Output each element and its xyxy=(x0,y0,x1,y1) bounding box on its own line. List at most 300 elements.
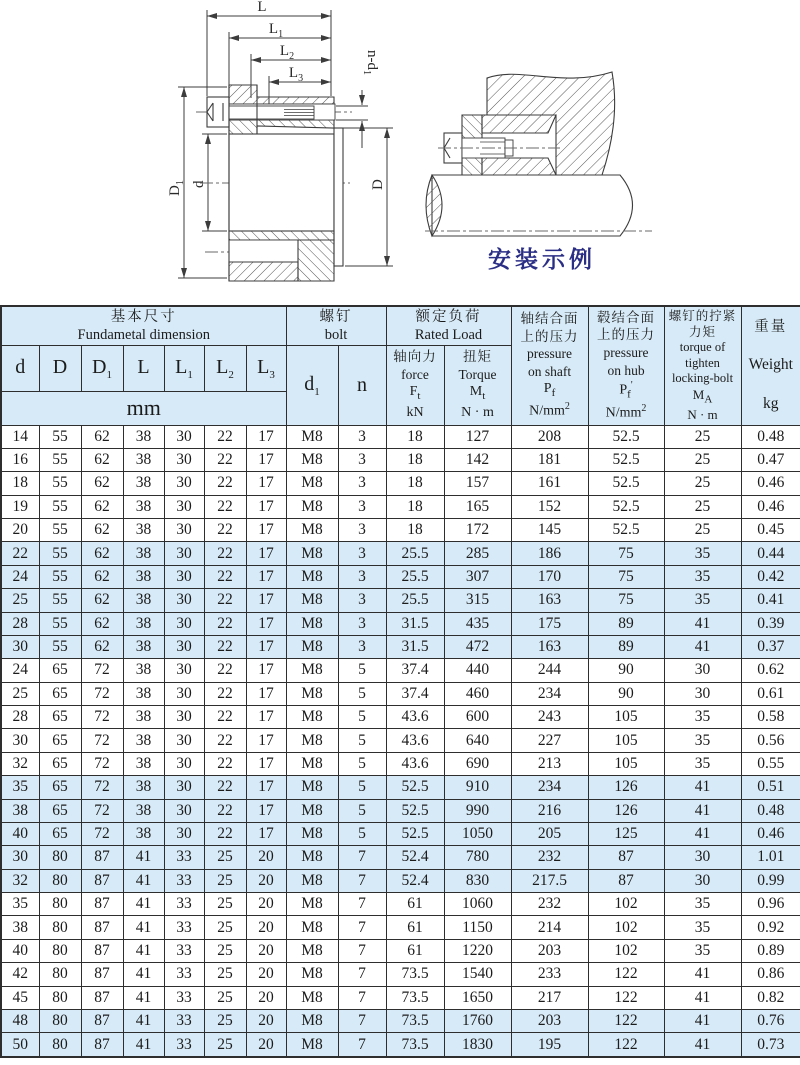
cell: M8 xyxy=(286,542,338,565)
cell: 30 xyxy=(164,495,204,518)
cell: 25.5 xyxy=(386,542,444,565)
cell: 33 xyxy=(164,846,204,869)
cell: 62 xyxy=(81,519,123,542)
cell: 600 xyxy=(444,706,511,729)
cell: 22 xyxy=(204,495,246,518)
cell: M8 xyxy=(286,1009,338,1032)
cell: 1050 xyxy=(444,822,511,845)
dim-label-L3: $L_3$ xyxy=(288,65,304,84)
cell: 33 xyxy=(164,1009,204,1032)
cell: 30 xyxy=(164,776,204,799)
cell: 72 xyxy=(81,682,123,705)
cell: 0.86 xyxy=(741,963,800,986)
col-D: D xyxy=(39,345,81,391)
cell: 41 xyxy=(664,776,741,799)
table-row xyxy=(1,706,800,729)
cell: 18 xyxy=(1,472,39,495)
cell: 52.5 xyxy=(588,425,664,448)
cell: 22 xyxy=(204,752,246,775)
cell: 41 xyxy=(123,869,164,892)
cell: 0.46 xyxy=(741,495,800,518)
cell: 25 xyxy=(204,893,246,916)
cell: 65 xyxy=(39,729,81,752)
cell: 7 xyxy=(338,939,386,962)
cell: 472 xyxy=(444,635,511,658)
cell: 0.47 xyxy=(741,448,800,471)
cell: 35 xyxy=(664,893,741,916)
cell: 62 xyxy=(81,612,123,635)
cell: 25 xyxy=(1,682,39,705)
cell: 20 xyxy=(1,519,39,542)
cell: 41 xyxy=(664,822,741,845)
cell: 122 xyxy=(588,986,664,1009)
cell: 1.01 xyxy=(741,846,800,869)
cell: 0.44 xyxy=(741,542,800,565)
table-row xyxy=(1,448,800,471)
cell: 30 xyxy=(164,565,204,588)
cell: 0.39 xyxy=(741,612,800,635)
table-row xyxy=(1,659,800,682)
table-row xyxy=(1,565,800,588)
cell: 31.5 xyxy=(386,612,444,635)
col-L2: $L_2$ xyxy=(204,345,246,391)
table-row xyxy=(1,472,800,495)
cell: 41 xyxy=(123,986,164,1009)
cell: 65 xyxy=(39,659,81,682)
cell: 25 xyxy=(204,869,246,892)
cell: 16 xyxy=(1,448,39,471)
cell: 1150 xyxy=(444,916,511,939)
cell: 35 xyxy=(664,752,741,775)
cell: 80 xyxy=(39,869,81,892)
cell: M8 xyxy=(286,472,338,495)
cell: 75 xyxy=(588,542,664,565)
cell: M8 xyxy=(286,729,338,752)
cell: 17 xyxy=(246,635,286,658)
cell: 55 xyxy=(39,635,81,658)
cell: 3 xyxy=(338,542,386,565)
cell: M8 xyxy=(286,963,338,986)
cell: 38 xyxy=(123,425,164,448)
table-row xyxy=(1,542,800,565)
cell: 127 xyxy=(444,425,511,448)
cell: 20 xyxy=(246,916,286,939)
cell: 80 xyxy=(39,916,81,939)
cell: 38 xyxy=(123,706,164,729)
cell: 5 xyxy=(338,752,386,775)
cell: 35 xyxy=(664,565,741,588)
cell: 25 xyxy=(204,963,246,986)
cell: 0.48 xyxy=(741,799,800,822)
cell: 126 xyxy=(588,799,664,822)
cell: 5 xyxy=(338,706,386,729)
cell: 460 xyxy=(444,682,511,705)
cell: 3 xyxy=(338,635,386,658)
cell: 35 xyxy=(664,729,741,752)
col-L: L xyxy=(123,345,164,391)
cell: M8 xyxy=(286,495,338,518)
cell: 0.89 xyxy=(741,939,800,962)
cell: 3 xyxy=(338,448,386,471)
cell: 7 xyxy=(338,916,386,939)
installation-caption: 安装示例 xyxy=(488,247,596,272)
cell: 80 xyxy=(39,939,81,962)
header-weight: 重量 Weight kg xyxy=(741,306,800,425)
dim-label-d: d xyxy=(191,180,207,188)
cell: 33 xyxy=(164,893,204,916)
cell: 30 xyxy=(1,846,39,869)
header-pressure-hub: 毂结合面 上的压力 pressure on hub $P_f'$ $N/mm^2$ xyxy=(588,306,664,425)
cell: 30 xyxy=(164,589,204,612)
cell: M8 xyxy=(286,565,338,588)
cell: 30 xyxy=(164,448,204,471)
cell: 203 xyxy=(511,939,588,962)
cell: 175 xyxy=(511,612,588,635)
cell: 50 xyxy=(1,1033,39,1057)
cell: 5 xyxy=(338,776,386,799)
cell: 33 xyxy=(164,963,204,986)
table-row xyxy=(1,963,800,986)
cell: 0.41 xyxy=(741,589,800,612)
cell: 25 xyxy=(204,986,246,1009)
cell: 80 xyxy=(39,1009,81,1032)
cell: 18 xyxy=(386,495,444,518)
cell: 234 xyxy=(511,776,588,799)
cell: 17 xyxy=(246,565,286,588)
cell: 161 xyxy=(511,472,588,495)
cell: 0.96 xyxy=(741,893,800,916)
cell: 38 xyxy=(123,495,164,518)
cell: 65 xyxy=(39,822,81,845)
cell: 72 xyxy=(81,822,123,845)
cell: 17 xyxy=(246,706,286,729)
cell: 7 xyxy=(338,963,386,986)
table-row xyxy=(1,869,800,892)
cell: 41 xyxy=(664,1033,741,1057)
cell: 28 xyxy=(1,706,39,729)
cell: 22 xyxy=(204,729,246,752)
cell: 30 xyxy=(164,682,204,705)
header-row-groups xyxy=(1,306,800,345)
cell: 35 xyxy=(664,589,741,612)
cell: 22 xyxy=(204,635,246,658)
cell: 52.5 xyxy=(588,472,664,495)
header-pressure-shaft: 轴结合面 上的压力 pressure on shaft $P_f$ $N/mm^2$ xyxy=(511,306,588,425)
cell: 285 xyxy=(444,542,511,565)
cell: 20 xyxy=(246,893,286,916)
cell: 32 xyxy=(1,752,39,775)
cell: 25 xyxy=(204,846,246,869)
header-basic-dimension: 基本尺寸 Fundametal dimension xyxy=(1,306,286,345)
cell: 87 xyxy=(81,939,123,962)
cell: 0.99 xyxy=(741,869,800,892)
cell: 170 xyxy=(511,565,588,588)
cell: 87 xyxy=(81,1033,123,1057)
cell: 22 xyxy=(204,682,246,705)
cell: 18 xyxy=(386,425,444,448)
cell: 5 xyxy=(338,659,386,682)
cell: 17 xyxy=(246,589,286,612)
cell: 38 xyxy=(123,448,164,471)
cell: 25 xyxy=(664,448,741,471)
cell: 243 xyxy=(511,706,588,729)
cell: 38 xyxy=(1,916,39,939)
cell: 41 xyxy=(123,963,164,986)
cell: 25 xyxy=(664,425,741,448)
cell: 122 xyxy=(588,1033,664,1057)
cell: 55 xyxy=(39,565,81,588)
dim-label-L: L xyxy=(257,0,267,15)
cell: 163 xyxy=(511,589,588,612)
cell: 52.5 xyxy=(588,495,664,518)
cell: 22 xyxy=(1,542,39,565)
col-L1: $L_1$ xyxy=(164,345,204,391)
cell: M8 xyxy=(286,986,338,1009)
cell: 19 xyxy=(1,495,39,518)
cell: 22 xyxy=(204,706,246,729)
cell: 22 xyxy=(204,659,246,682)
cell: M8 xyxy=(286,939,338,962)
cell: 37.4 xyxy=(386,659,444,682)
cell: 830 xyxy=(444,869,511,892)
cell: M8 xyxy=(286,1033,338,1057)
cell: 20 xyxy=(246,1033,286,1057)
table-row xyxy=(1,986,800,1009)
cell: 0.61 xyxy=(741,682,800,705)
cell: 216 xyxy=(511,799,588,822)
cell: 90 xyxy=(588,682,664,705)
cell: 80 xyxy=(39,986,81,1009)
cell: 35 xyxy=(664,542,741,565)
cell: 17 xyxy=(246,519,286,542)
cell: 25 xyxy=(664,472,741,495)
cell: 55 xyxy=(39,612,81,635)
section-drawing xyxy=(0,0,430,300)
cell: 25 xyxy=(204,1033,246,1057)
table-row xyxy=(1,799,800,822)
cell: 17 xyxy=(246,729,286,752)
cell: 163 xyxy=(511,635,588,658)
cell: 214 xyxy=(511,916,588,939)
cell: 232 xyxy=(511,846,588,869)
cell: 62 xyxy=(81,635,123,658)
cell: 61 xyxy=(386,939,444,962)
dim-label-D: D xyxy=(370,179,386,190)
dim-label-nd1: $n-d_1$ xyxy=(361,50,380,75)
cell: 315 xyxy=(444,589,511,612)
cell: 87 xyxy=(81,1009,123,1032)
cell: 217.5 xyxy=(511,869,588,892)
cell: 24 xyxy=(1,565,39,588)
cell: 102 xyxy=(588,939,664,962)
cell: 41 xyxy=(664,986,741,1009)
cell: 38 xyxy=(123,799,164,822)
dim-label-D1: $D_1$ xyxy=(167,180,186,196)
cell: 55 xyxy=(39,542,81,565)
cell: 142 xyxy=(444,448,511,471)
col-D1: $D_1$ xyxy=(81,345,123,391)
dim-label-L2: $L_2$ xyxy=(279,43,295,62)
cell: 30 xyxy=(664,659,741,682)
cell: 1540 xyxy=(444,963,511,986)
cell: 157 xyxy=(444,472,511,495)
cell: 145 xyxy=(511,519,588,542)
cell: 35 xyxy=(664,706,741,729)
cell: 17 xyxy=(246,659,286,682)
cell: 22 xyxy=(204,472,246,495)
cell: 0.42 xyxy=(741,565,800,588)
table-row xyxy=(1,589,800,612)
cell: 20 xyxy=(246,986,286,1009)
cell: 307 xyxy=(444,565,511,588)
table-row xyxy=(1,776,800,799)
cell: M8 xyxy=(286,612,338,635)
cell: 217 xyxy=(511,986,588,1009)
cell: 690 xyxy=(444,752,511,775)
cell: 75 xyxy=(588,565,664,588)
cell: M8 xyxy=(286,659,338,682)
cell: 30 xyxy=(664,869,741,892)
cell: 126 xyxy=(588,776,664,799)
cell: 0.56 xyxy=(741,729,800,752)
cell: 35 xyxy=(664,916,741,939)
cell: 0.82 xyxy=(741,986,800,1009)
cell: 62 xyxy=(81,425,123,448)
col-L3: $L_3$ xyxy=(246,345,286,391)
cell: 38 xyxy=(123,519,164,542)
cell: 17 xyxy=(246,495,286,518)
cell: 38 xyxy=(123,565,164,588)
cell: 41 xyxy=(664,799,741,822)
cell: 22 xyxy=(204,589,246,612)
cell: M8 xyxy=(286,893,338,916)
cell: 72 xyxy=(81,659,123,682)
cell: M8 xyxy=(286,752,338,775)
cell: 55 xyxy=(39,519,81,542)
cell: M8 xyxy=(286,682,338,705)
cell: 25 xyxy=(1,589,39,612)
cell: 0.73 xyxy=(741,1033,800,1057)
cell: 80 xyxy=(39,846,81,869)
cell: M8 xyxy=(286,869,338,892)
cell: 0.46 xyxy=(741,472,800,495)
cell: 45 xyxy=(1,986,39,1009)
cell: 52.5 xyxy=(386,776,444,799)
cell: 87 xyxy=(81,869,123,892)
cell: 52.5 xyxy=(386,822,444,845)
cell: 105 xyxy=(588,752,664,775)
cell: 22 xyxy=(204,448,246,471)
col-torque: 扭矩 Torque $M_t$ N · m xyxy=(444,345,511,425)
cell: 24 xyxy=(1,659,39,682)
cell: 55 xyxy=(39,589,81,612)
cell: 30 xyxy=(164,799,204,822)
cell: 1760 xyxy=(444,1009,511,1032)
cell: 17 xyxy=(246,776,286,799)
cell: 30 xyxy=(164,659,204,682)
cell: 186 xyxy=(511,542,588,565)
cell: 33 xyxy=(164,1033,204,1057)
cell: M8 xyxy=(286,589,338,612)
cell: 41 xyxy=(664,1009,741,1032)
cell: 20 xyxy=(246,1009,286,1032)
cell: 28 xyxy=(1,612,39,635)
table-body xyxy=(1,425,800,1057)
cell: 213 xyxy=(511,752,588,775)
cell: 0.76 xyxy=(741,1009,800,1032)
cell: 25.5 xyxy=(386,565,444,588)
cell: 0.37 xyxy=(741,635,800,658)
cell: 41 xyxy=(123,846,164,869)
cell: 38 xyxy=(123,682,164,705)
cell: 43.6 xyxy=(386,706,444,729)
cell: 33 xyxy=(164,869,204,892)
cell: 72 xyxy=(81,752,123,775)
cell: 30 xyxy=(164,542,204,565)
cell: 17 xyxy=(246,682,286,705)
cell: 73.5 xyxy=(386,963,444,986)
table-row xyxy=(1,612,800,635)
cell: 73.5 xyxy=(386,1033,444,1057)
cell: 195 xyxy=(511,1033,588,1057)
table-row xyxy=(1,495,800,518)
cell: 73.5 xyxy=(386,986,444,1009)
cell: 3 xyxy=(338,519,386,542)
cell: 40 xyxy=(1,822,39,845)
cell: 72 xyxy=(81,706,123,729)
cell: 990 xyxy=(444,799,511,822)
table-row xyxy=(1,635,800,658)
cell: 38 xyxy=(123,776,164,799)
table-row xyxy=(1,893,800,916)
cell: 43.6 xyxy=(386,752,444,775)
cell: 22 xyxy=(204,519,246,542)
cell: 910 xyxy=(444,776,511,799)
cell: 30 xyxy=(164,706,204,729)
cell: M8 xyxy=(286,776,338,799)
cell: 17 xyxy=(246,425,286,448)
cell: 30 xyxy=(164,612,204,635)
cell: 17 xyxy=(246,542,286,565)
cell: 30 xyxy=(164,822,204,845)
cell: M8 xyxy=(286,916,338,939)
table-row xyxy=(1,939,800,962)
cell: 203 xyxy=(511,1009,588,1032)
cell: 1060 xyxy=(444,893,511,916)
cell: 22 xyxy=(204,565,246,588)
header-bolt: 螺钉 bolt xyxy=(286,306,386,345)
cell: 41 xyxy=(123,893,164,916)
cell: 41 xyxy=(123,916,164,939)
cell: 20 xyxy=(246,963,286,986)
cell: 55 xyxy=(39,448,81,471)
table-row xyxy=(1,916,800,939)
cell: 30 xyxy=(164,472,204,495)
cell: 7 xyxy=(338,893,386,916)
cell: 65 xyxy=(39,799,81,822)
cell: 17 xyxy=(246,752,286,775)
col-n: n xyxy=(338,345,386,425)
cell: 65 xyxy=(39,706,81,729)
cell: 38 xyxy=(123,729,164,752)
cell: 52.4 xyxy=(386,869,444,892)
cell: 102 xyxy=(588,916,664,939)
cell: 0.45 xyxy=(741,519,800,542)
cell: 17 xyxy=(246,799,286,822)
cell: 102 xyxy=(588,893,664,916)
cell: 62 xyxy=(81,495,123,518)
cell: M8 xyxy=(286,822,338,845)
